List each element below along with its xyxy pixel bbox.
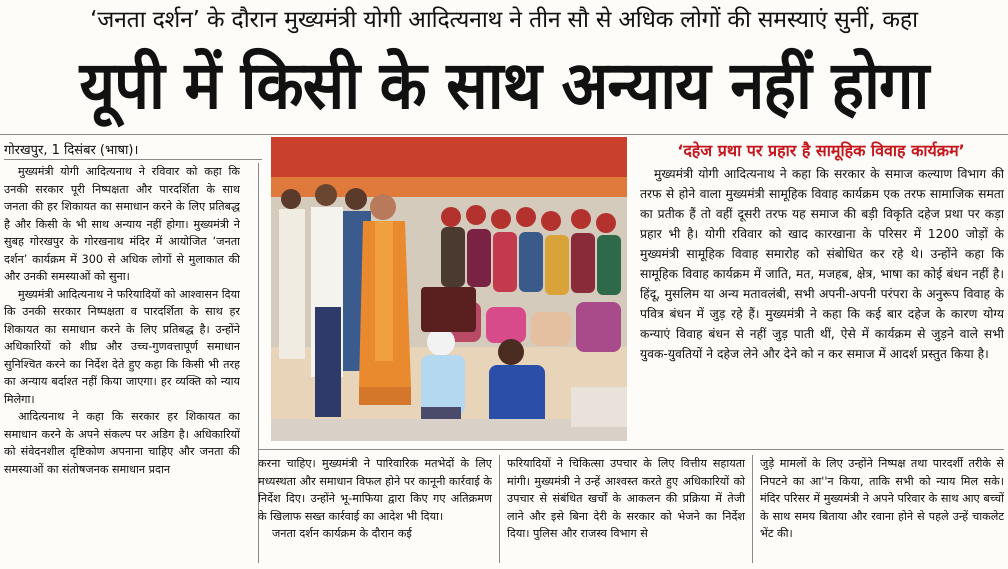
column-divider bbox=[499, 455, 500, 563]
news-photo bbox=[271, 137, 627, 441]
column-divider bbox=[752, 455, 753, 563]
janta-darshan-photo bbox=[271, 137, 627, 441]
paragraph: जनता दर्शन कार्यक्रम के दौरान कई bbox=[272, 527, 412, 540]
divider bbox=[4, 159, 262, 160]
dateline: गोरखपुर, 1 दिसंबर (भाषा)। bbox=[4, 143, 139, 158]
article-column-1 bbox=[4, 163, 240, 569]
paragraph: मुख्यमंत्री आदित्यनाथ ने फरियादियों को आश्वासन दिया कि उनकी सरकार निष्पक्षता व पारदर्शिता के साथ हर शिकायत का समाधान करने के लिए प्रतिबद्ध है। उन्होंने अधिकारियों को शीघ्र और उच्च-गुणवत्तापूर्ण समाधान सुनिश्चित करने का निर्देश देते हुए कहा कि किसी भी तरह का अन्याय बर्दाश्त नहीं किया जाएगा। हर व्यक्ति को न्याय मिलेगा। bbox=[4, 287, 240, 406]
main-headline: यूपी में किसी के साथ अन्याय नहीं होगा bbox=[79, 47, 929, 124]
paragraph: जुड़े मामलों के लिए उन्होंने निष्पक्ष तथा पारदर्शी तरीके से निपटने का आ''न किया, ताकि सभी को न्याय मिल सके। मंदिर परिसर में मुख्यमंत्री ने अपने परिवार के साथ आए बच्चों के साथ समय बिताया और रवाना होने से पहले उन्हें चाकलेट भेंट की। bbox=[760, 457, 1004, 540]
kicker-headline: ‘जनता दर्शन’ के दौरान मुख्यमंत्री योगी आदित्यनाथ ने तीन सौ से अधिक लोगों की समस्याएं सुनीं, कहा bbox=[90, 7, 918, 33]
paragraph: करना चाहिए। मुख्यमंत्री ने पारिवारिक मतभेदों के लिए मध्यस्थता और समाधान विफल होने पर कानूनी कार्रवाई के निर्देश दिए। उन्होंने भू-माफिया द्वारा किए गए अतिक्रमण के खिलाफ सख्त कार्रवाई का आदेश भी दिया। bbox=[258, 457, 492, 523]
article-column-3 bbox=[507, 455, 745, 569]
sidebar-body bbox=[640, 164, 1004, 444]
paragraph: मुख्यमंत्री योगी आदित्यनाथ ने कहा कि सरकार के समाज कल्याण विभाग की तरफ से होने वाला मुख्यमंत्री सामूहिक विवाह कार्यक्रम एक तरफ सामाजिक समता का प्रतीक हैं तो वहीं दूसरी तरफ यह समाज की बड़ी विकृति दहेज प्रथा पर कड़ा प्रहार भी है। योगी रविवार को खाद कारखाना के परिसर में 1200 जोड़ों के मुख्यमंत्री सामूहिक विवाह समारोह को संबोधित कर रहे थे। उन्होंने कहा कि सामूहिक विवाह कार्यक्रम में जाति, मत, मजहब, क्षेत्र, भाषा का कोई बंधन नहीं है। हिंदू, मुसलिम या अन्य मतावलंबी, सभी अपनी-अपनी परंपरा के अनुरूप विवाह के पवित्र बंधन में जुड़ रहे हैं। मुख्यमंत्री ने कहा कि कई बार दहेज के कारण योग्य कन्याएं विवाह बंधन से नहीं जुड़ पाती थीं, ऐसे में कार्यक्रम से जुड़ने वाले सभी युवक-युवतियों ने दहेज लेने और देने को न कर समाज में आदर्श प्रस्तुत किया है। bbox=[640, 167, 1004, 361]
paragraph: आदित्यनाथ ने कहा कि सरकार हर शिकायत का समाधान करने के अपने संकल्प पर अडिग है। अधिकारियों को संवेदनशील दृष्टिकोण अपनाना चाहिए और जनता की समस्याओं का संतोषजनक समाधान प्रदान bbox=[4, 410, 240, 476]
paragraph: मुख्यमंत्री योगी आदित्यनाथ ने रविवार को कहा कि उनकी सरकार पूरी निष्पक्षता और पारदर्शिता के साथ जनता की हर शिकायत का समाधान करने के लिए प्रतिबद्ध है और किसी के भी साथ अन्याय नहीं होगा। मुख्यमंत्री ने सुबह गोरखपुर के गोरखनाथ मंदिर में आयोजित ‘जनता दर्शन’ कार्यक्रम में 300 से अधिक लोगों से मुलाकात की और उनकी समस्याओं को सुना। bbox=[4, 165, 240, 283]
article-column-4 bbox=[760, 455, 1004, 569]
divider bbox=[0, 134, 1008, 135]
article-column-2 bbox=[258, 455, 492, 569]
divider bbox=[258, 449, 1004, 450]
paragraph: फरियादियों ने चिकित्सा उपचार के लिए वित्तीय सहायता मांगी। मुख्यमंत्री ने उन्हें आश्वस्त करते हुए अधिकारियों को उपचार से संबंधित खर्चों के आकलन की प्रक्रिया में तेजी लाने और इसे बिना देरी के सरकार को भेजने का निर्देश दिया। पुलिस और राजस्व विभाग से bbox=[507, 457, 745, 540]
sidebar-title: ‘दहेज प्रथा पर प्रहार है सामूहिक विवाह कार्यक्रम’ bbox=[677, 141, 965, 160]
